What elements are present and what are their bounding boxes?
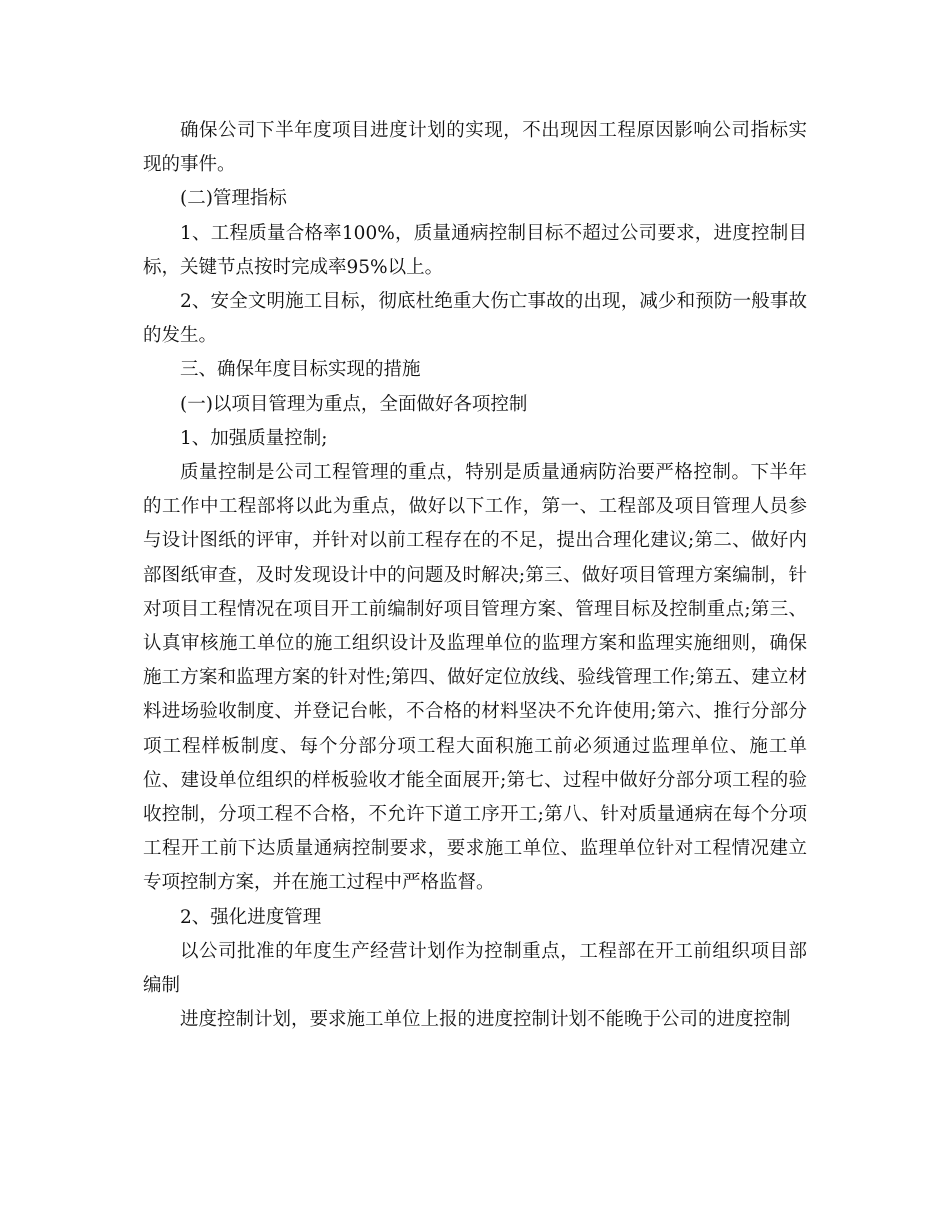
heading-project-management: (一)以项目管理为重点，全面做好各项控制 [180,393,528,415]
heading-management-indicators: (二)管理指标 [180,188,287,210]
document-body [143,114,807,1037]
paragraph-intro: 确保公司下半年度项目进度计划的实现，不出现因工程原因影响公司指标实现的事件。 [143,120,807,176]
paragraph-progress-plan: 以公司批准的年度生产经营计划作为控制重点，工程部在开工前组织项目部编制 [143,940,807,997]
paragraph-quality-control-details: 质量控制是公司工程管理的重点，特别是质量通病防治要严格控制。下半年的工作中工程部将以此为重点，做好以下工作，第一、工程部及项目管理人员参与设计图纸的评审，并针对以前工程存在的不足，提出合理化建议;第二、做好内部图纸审查，及时发现设计中的问题及时解决;第三、做好项目管理方案编制，针对项目工程情况在项目开工前编制好项目管理方案、管理目标及控制重点;第三、认真审核施工单位的施工组织设计及监理单位的监理方案和监理实施细则，确保施工方案和监理方案的针对性;第四、做好定位放线、验线管理工作;第五、建立材料进场验收制度、并登记台帐，不合格的材料坚决不允许使用;第六、推行分部分项工程样板制度、每个分部分项工程大面积施工前必须通过监理单位、施工单位、建设单位组织的样板验收才能全面展开;第七、过程中做好分部分项工程的验收控制，分项工程不合格，不允许下道工序开工;第八、针对质量通病在每个分项工程开工前下达质量通病控制要求，要求施工单位、监理单位针对工程情况建立专项控制方案，并在施工过程中严格监督。 [143,462,807,894]
heading-quality-control: 1、加强质量控制; [180,427,328,449]
paragraph-progress-control: 进度控制计划，要求施工单位上报的进度控制计划不能晚于公司的进度控制 [180,1009,791,1031]
heading-measures: 三、确保年度目标实现的措施 [180,359,421,381]
paragraph-quality-target: 1、工程质量合格率100%，质量通病控制目标不超过公司要求，进度控制目标，关键节点按时完成率95%以上。 [143,222,807,278]
heading-progress-management: 2、强化进度管理 [180,906,322,928]
paragraph-safety-target: 2、安全文明施工目标，彻底杜绝重大伤亡事故的出现，减少和预防一般事故的发生。 [143,291,807,347]
